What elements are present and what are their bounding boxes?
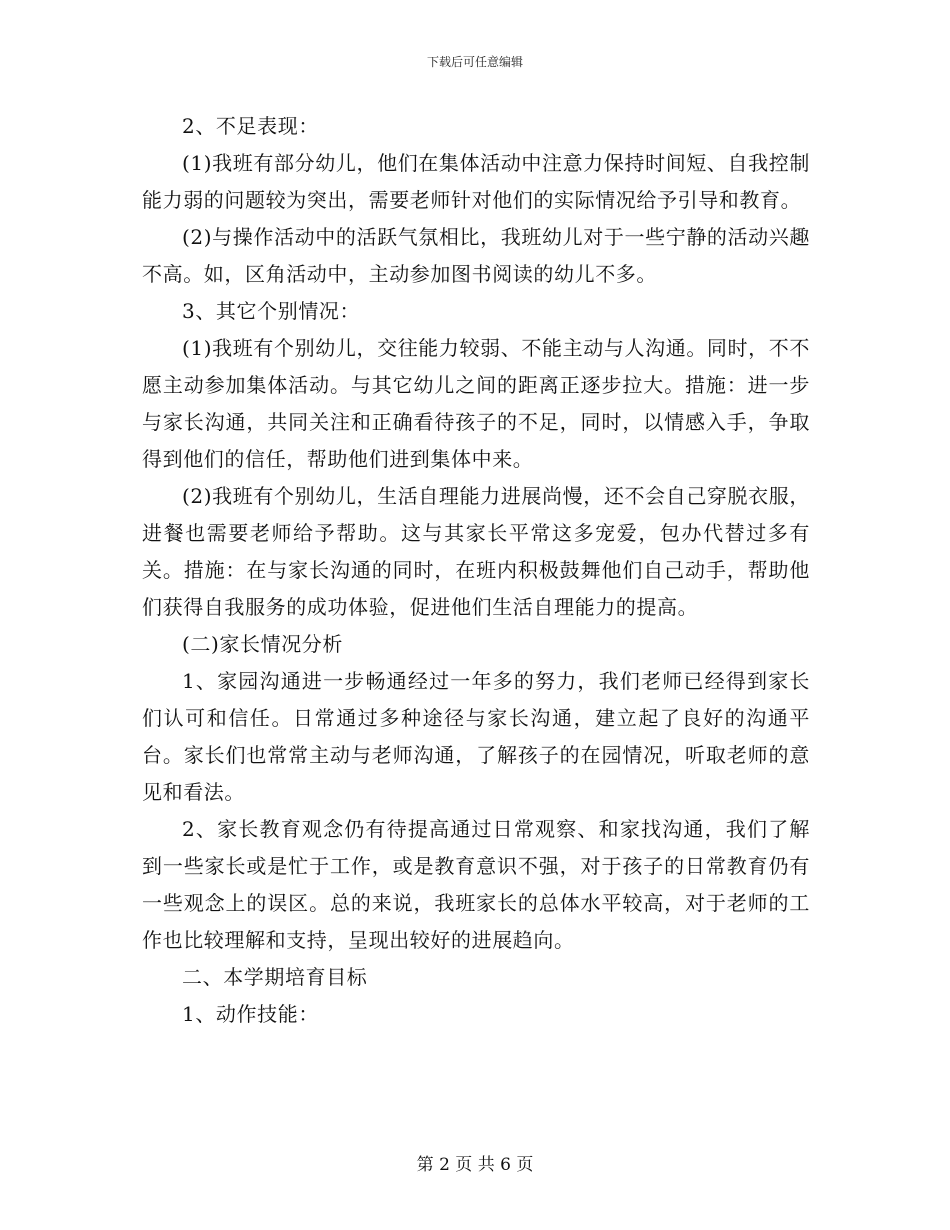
- paragraph: 二、本学期培育目标: [182, 965, 368, 989]
- paragraph: 1、动作技能：: [182, 1002, 319, 1026]
- paragraph: (1)我班有部分幼儿，他们在集体活动中注意力保持时间短、自我控制能力弱的问题较为突出，需要老师针对他们的实际情况给予引导和教育。: [142, 151, 810, 212]
- paragraph: (2)与操作活动中的活跃气氛相比，我班幼儿对于一些宁静的活动兴趣不高。如，区角活动中，主动参加图书阅读的幼儿不多。: [142, 225, 810, 286]
- paragraph: 3、其它个别情况：: [182, 299, 361, 323]
- document-body: [142, 108, 810, 1033]
- paragraph: (2)我班有个别幼儿，生活自理能力进展尚慢，还不会自己穿脱衣服，进餐也需要老师给予帮助。这与其家长平常这多宠爱，包办代替过多有关。措施：在与家长沟通的同时，在班内积极鼓舞他们自己动手，帮助他们获得自我服务的成功体验，促进他们生活自理能力的提高。: [142, 484, 810, 619]
- paragraph: (二)家长情况分析: [182, 632, 344, 656]
- paragraph: 1、家园沟通进一步畅通经过一年多的努力，我们老师已经得到家长们认可和信任。日常通过多种途径与家长沟通，建立起了良好的沟通平台。家长们也常常主动与老师沟通，了解孩子的在园情况，听取老师的意见和看法。: [142, 669, 810, 804]
- paragraph: 2、不足表现：: [182, 114, 319, 138]
- page-header: 下载后可任意编辑: [426, 55, 523, 69]
- paragraph: 2、家长教育观念仍有待提高通过日常观察、和家找沟通，我们了解到一些家长或是忙于工作，或是教育意识不强，对于孩子的日常教育仍有一些观念上的误区。总的来说，我班家长的总体水平较高，对于老师的工作也比较理解和支持，呈现出较好的进展趋向。: [142, 817, 810, 952]
- page-number: 第 2 页 共 6 页: [416, 1155, 534, 1175]
- paragraph: (1)我班有个别幼儿，交往能力较弱、不能主动与人沟通。同时，不不愿主动参加集体活动。与其它幼儿之间的距离正逐步拉大。措施：进一步与家长沟通，共同关注和正确看待孩子的不足，同时，以情感入手，争取得到他们的信任，帮助他们进到集体中来。: [142, 336, 810, 471]
